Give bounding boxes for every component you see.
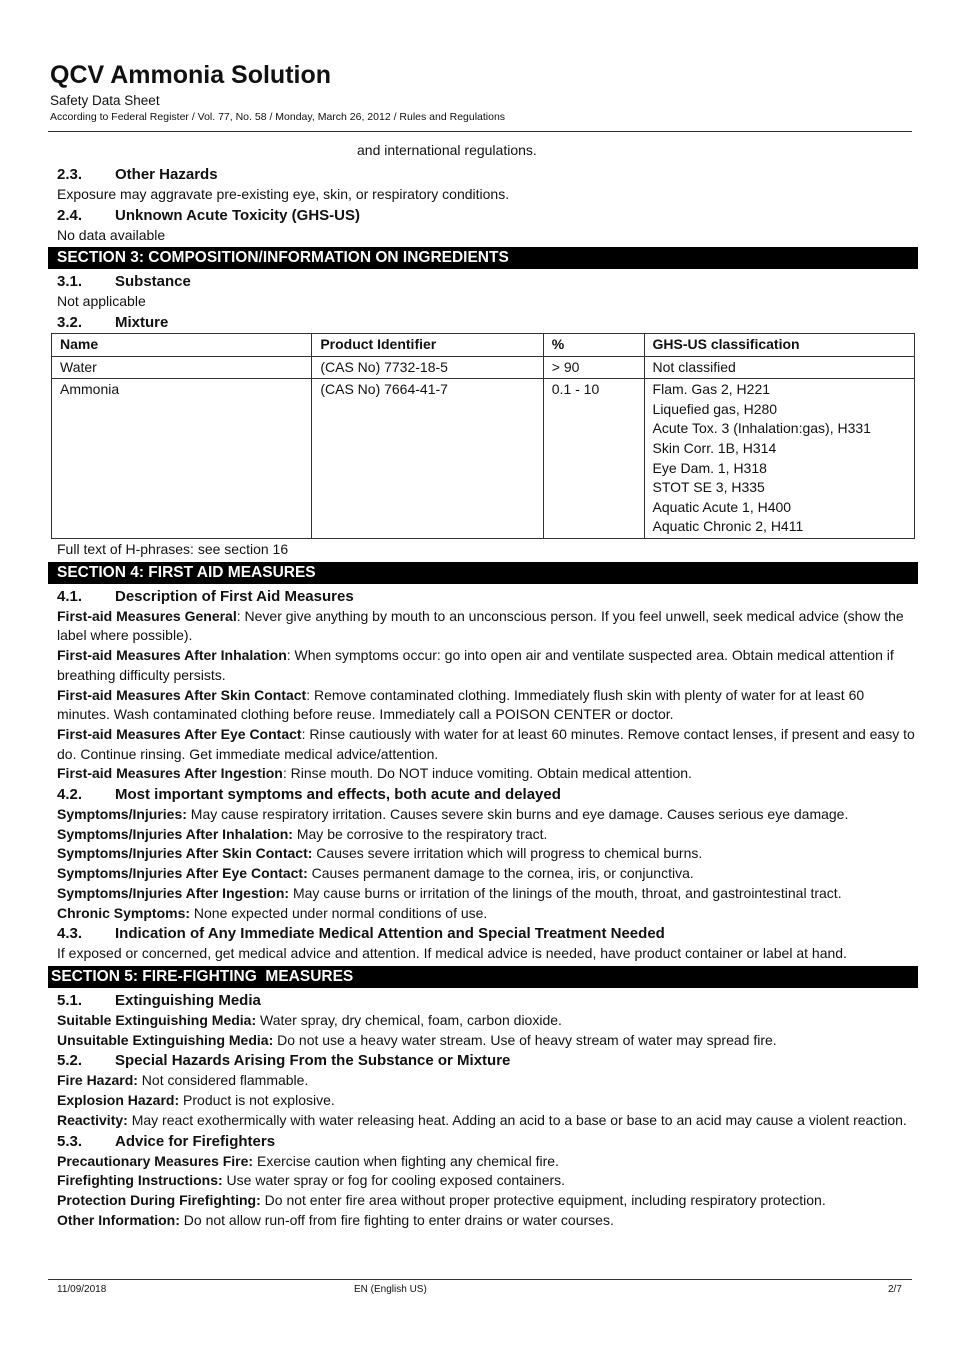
ghs-classification: Flam. Gas 2, H221 Liquefied gas, H280 Acute Tox. 3 (Inhalation:gas), H331 Skin Corr. 1B, H314 Eye Dam. 1, H318 STOT SE 3, H335 Aquatic Acute 1, H400 Aquatic Chronic 2, H411 — [644, 379, 914, 539]
footer-language: EN (English US) — [354, 1284, 427, 1295]
column-header: % — [543, 334, 644, 357]
heading-5-1: 5.1. Extinguishing Media — [57, 992, 261, 1009]
heading-3-2: 3.2. Mixture — [57, 314, 169, 332]
other-information: Other Information: Do not allow run-off from fire fighting to enter drains or water courses. — [57, 1211, 614, 1228]
other-hazards-text: Exposure may aggravate pre-existing eye, skin, or respiratory conditions. — [57, 186, 510, 202]
symptoms-eye: Symptoms/Injuries After Eye Contact: Causes permanent damage to the cornea, iris, or conjunctiva. — [57, 865, 694, 882]
substance-text: Not applicable — [57, 293, 146, 310]
footer-divider — [48, 1279, 912, 1280]
table-row — [52, 356, 915, 379]
product-identifier: (CAS No) 7664-41-7 — [312, 379, 543, 539]
first-aid-inhalation: First-aid Measures After Inhalation: When symptoms occur: go into open air and ventilate suspected area. Obtain medical attention if breathing difficulty persists. — [57, 647, 894, 683]
document-subtitle: Safety Data Sheet — [50, 93, 160, 108]
firefighting-instructions: Firefighting Instructions: Use water spray or fog for cooling exposed containers. — [57, 1172, 566, 1189]
first-aid-general: First-aid Measures General: Never give anything by mouth to an unconscious person. If you feel unwell, seek medical advice (show the label where possible). — [57, 607, 904, 644]
section-5-header: SECTION 5: FIRE-FIGHTING MEASURES — [48, 966, 918, 988]
regulation-reference: According to Federal Register / Vol. 77, No. 58 / Monday, March 26, 2012 / Rules and Regulations — [50, 111, 506, 123]
symptoms-chronic: Chronic Symptoms: None expected under normal conditions of use. — [57, 904, 488, 921]
fire-hazard: Fire Hazard: Not considered flammable. — [57, 1072, 309, 1089]
continuation-text: and international regulations. — [357, 142, 537, 158]
heading-4-2: 4.2. Most important symptoms and effects, both acute and delayed — [57, 786, 561, 804]
heading-5-3: 5.3. Advice for Firefighters — [57, 1132, 276, 1150]
symptoms-skin: Symptoms/Injuries After Skin Contact: Causes severe irritation which will progress to chemical burns. — [57, 845, 703, 862]
heading-2-3: 2.3. Other Hazards — [57, 166, 218, 183]
ghs-classification: Not classified — [644, 356, 914, 379]
ingredient-name: Ammonia — [52, 379, 312, 539]
reactivity: Reactivity: May react exothermically with water releasing heat. Adding an acid to a base or base to an acid may cause a violent reaction. — [57, 1111, 907, 1128]
symptoms-ingestion: Symptoms/Injuries After Ingestion: May cause burns or irritation of the linings of the mouth, throat, and gastrointestinal tract. — [57, 884, 842, 901]
header-divider — [48, 131, 912, 132]
document-title: QCV Ammonia Solution — [50, 61, 332, 89]
section-3-header: SECTION 3: COMPOSITION/INFORMATION ON INGREDIENTS — [48, 247, 918, 269]
precautionary-measures: Precautionary Measures Fire: Exercise caution when fighting any chemical fire. — [57, 1152, 559, 1169]
ingredient-name: Water — [52, 356, 312, 379]
column-header: GHS-US classification — [644, 334, 914, 357]
column-header: Name — [52, 334, 312, 357]
product-identifier: (CAS No) 7732-18-5 — [312, 356, 543, 379]
heading-4-3: 4.3. Indication of Any Immediate Medical Attention and Special Treatment Needed — [57, 925, 665, 943]
symptoms-general: Symptoms/Injuries: May cause respiratory irritation. Causes severe skin burns and eye damage. Causes serious eye damage. — [57, 806, 849, 823]
acute-toxicity-text: No data available — [57, 226, 166, 243]
unsuitable-media: Unsuitable Extinguishing Media: Do not use a heavy water stream. Use of heavy stream of water may spread fire. — [57, 1031, 777, 1048]
section-4-header: SECTION 4: FIRST AID MEASURES — [48, 562, 918, 584]
heading-3-1: 3.1. Substance — [57, 273, 191, 291]
column-header: Product Identifier — [312, 334, 543, 357]
first-aid-ingestion: First-aid Measures After Ingestion: Rinse mouth. Do NOT induce vomiting. Obtain medical attention. — [57, 765, 692, 782]
protection-during-firefighting: Protection During Firefighting: Do not enter fire area without proper protective equipment, including respiratory protection. — [57, 1191, 826, 1208]
first-aid-eye: First-aid Measures After Eye Contact: Rinse cautiously with water for at least 60 minutes. Remove contact lenses, if present and easy to do. Continue rinsing. Get immediate medical advice/attention. — [57, 725, 915, 762]
heading-2-4: 2.4. Unknown Acute Toxicity (GHS-US) — [57, 206, 361, 224]
h-phrases-note: Full text of H-phrases: see section 16 — [57, 541, 289, 558]
suitable-media: Suitable Extinguishing Media: Water spray, dry chemical, foam, carbon dioxide. — [57, 1012, 562, 1028]
explosion-hazard: Explosion Hazard: Product is not explosive. — [57, 1092, 335, 1109]
percentage: > 90 — [543, 356, 644, 379]
footer-date: 11/09/2018 — [57, 1284, 107, 1295]
mixture-table — [51, 333, 915, 539]
document-body — [48, 140, 918, 1230]
symptoms-inhalation: Symptoms/Injuries After Inhalation: May be corrosive to the respiratory tract. — [57, 825, 548, 842]
medical-attention-text: If exposed or concerned, get medical advice and attention. If medical advice is needed, have product container or label at hand. — [57, 945, 847, 962]
document-header — [50, 58, 912, 125]
first-aid-skin: First-aid Measures After Skin Contact: Remove contaminated clothing. Immediately flush skin with plenty of water for at least 60 minutes. Wash contaminated clothing before reuse. Immediately call a POISON CENTER or doctor. — [57, 686, 865, 723]
table-row — [52, 379, 915, 539]
table-header-row — [52, 334, 915, 357]
footer-page-number: 2/7 — [888, 1284, 902, 1295]
heading-4-1: 4.1. Description of First Aid Measures — [57, 587, 354, 605]
heading-5-2: 5.2. Special Hazards Arising From the Substance or Mixture — [57, 1052, 511, 1070]
percentage: 0.1 - 10 — [543, 379, 644, 539]
